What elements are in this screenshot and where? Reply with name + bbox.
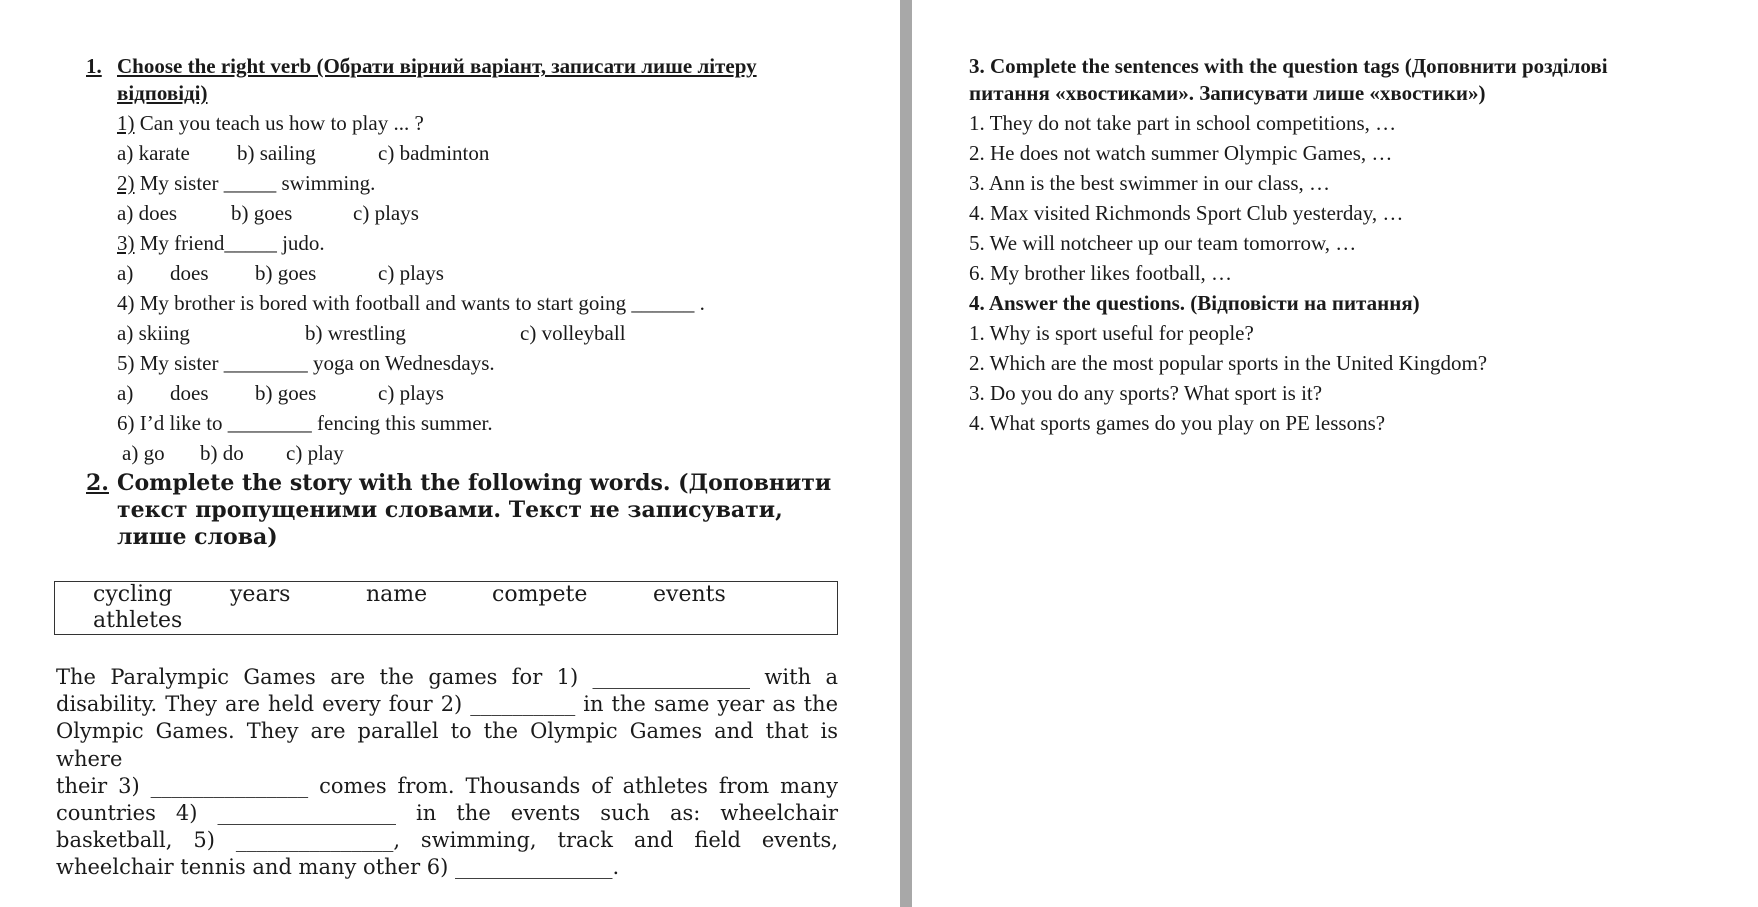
q1-text: Can you teach us how to play ... ? bbox=[139, 111, 424, 135]
q3-text: My friend_____ judo. bbox=[139, 231, 325, 255]
task1-title-line2: відповіді) bbox=[117, 81, 208, 105]
q1-number: 1) bbox=[117, 111, 135, 135]
word-bank-item: compete bbox=[492, 582, 588, 607]
q3-option-a: a) bbox=[117, 261, 134, 285]
story-line: basketball, 5) _______________, swimming, track and field events, bbox=[56, 828, 838, 853]
q5-text: 5) My sister ________ yoga on Wednesdays. bbox=[117, 351, 495, 375]
q5-option-a-text: does bbox=[170, 381, 209, 405]
story-line: The Paralympic Games are the games for 1) _______________ with a bbox=[56, 665, 838, 689]
q3-option-c: c) plays bbox=[378, 261, 444, 285]
task1-number: 1. bbox=[86, 54, 102, 78]
q1-option-c: c) badminton bbox=[378, 141, 490, 165]
right-page bbox=[912, 0, 1758, 907]
q3-option-b: b) goes bbox=[255, 261, 317, 285]
q5-option-c: c) plays bbox=[378, 381, 444, 405]
q2-text: My sister _____ swimming. bbox=[139, 171, 376, 195]
word-bank-item: athletes bbox=[93, 608, 183, 633]
task4-item: 1. Why is sport useful for people? bbox=[969, 321, 1254, 345]
q4-option-a: a) skiing bbox=[117, 321, 190, 345]
story-line: their 3) _______________ comes from. Thousands of athletes from many bbox=[56, 773, 838, 798]
task4-title: 4. Answer the questions. (Відповісти на питання) bbox=[969, 291, 1420, 315]
q6-option-a: a) go bbox=[122, 441, 165, 465]
task3-title-line2: питання «хвостиками». Записувати лише «хвостики») bbox=[969, 81, 1486, 105]
q3 bbox=[117, 231, 325, 255]
story-line: countries 4) _________________ in the events such as: wheelchair bbox=[56, 801, 838, 826]
story-line: Olympic Games. They are parallel to the Olympic Games and that is where bbox=[56, 719, 838, 771]
q3-option-a-text: does bbox=[170, 261, 209, 285]
word-bank bbox=[54, 581, 838, 635]
task2-number: 2. bbox=[86, 470, 109, 496]
task4-item: 4. What sports games do you play on PE lessons? bbox=[969, 411, 1386, 435]
q1 bbox=[117, 111, 424, 135]
story-text bbox=[56, 664, 838, 882]
task1-title-line1: Choose the right verb (Обрати вірний варіант, записати лише літеру bbox=[117, 54, 757, 78]
q6-option-b: b) do bbox=[200, 441, 244, 465]
word-bank-item: name bbox=[366, 582, 428, 607]
page-divider bbox=[900, 0, 912, 907]
task3-item: 2. He does not watch summer Olympic Games, … bbox=[969, 141, 1393, 165]
q1-option-b: b) sailing bbox=[237, 141, 316, 165]
q4-option-b: b) wrestling bbox=[305, 321, 406, 345]
q2-option-a: a) does bbox=[117, 201, 178, 225]
task3-item: 6. My brother likes football, … bbox=[969, 261, 1233, 285]
q5-option-b: b) goes bbox=[255, 381, 317, 405]
task2-title: Complete the story with the following words. (Доповнити текст пропущеними словами. Текст не записувати, лише слова) bbox=[117, 470, 832, 550]
task3-item: 1. They do not take part in school competitions, … bbox=[969, 111, 1397, 135]
q1-option-a: a) karate bbox=[117, 141, 190, 165]
task3-title-line1: 3. Complete the sentences with the question tags (Доповнити розділові bbox=[969, 54, 1608, 78]
word-bank-item: years bbox=[230, 582, 291, 607]
q4-option-c: c) volleyball bbox=[520, 321, 626, 345]
task4-item: 2. Which are the most popular sports in the United Kingdom? bbox=[969, 351, 1488, 375]
word-bank-item: events bbox=[653, 582, 726, 607]
q3-number: 3) bbox=[117, 231, 135, 255]
word-bank-item: cycling bbox=[93, 582, 173, 607]
q2-option-b: b) goes bbox=[231, 201, 293, 225]
q6-option-c: c) play bbox=[286, 441, 344, 465]
q5-option-a: a) bbox=[117, 381, 134, 405]
story-line: disability. They are held every four 2) __________ in the same year as the bbox=[56, 692, 838, 717]
task3-item: 3. Ann is the best swimmer in our class, … bbox=[969, 171, 1331, 195]
story-line: wheelchair tennis and many other 6) _______________. bbox=[56, 855, 620, 880]
task3-item: 5. We will notcheer up our team tomorrow, … bbox=[969, 231, 1357, 255]
q2 bbox=[117, 171, 375, 195]
task3-item: 4. Max visited Richmonds Sport Club yesterday, … bbox=[969, 201, 1404, 225]
q4-text: 4) My brother is bored with football and wants to start going ______ . bbox=[117, 291, 705, 315]
q2-option-c: c) plays bbox=[353, 201, 419, 225]
q6-text: 6) I’d like to ________ fencing this summer. bbox=[117, 411, 493, 435]
q2-number: 2) bbox=[117, 171, 135, 195]
task4-item: 3. Do you do any sports? What sport is it? bbox=[969, 381, 1323, 405]
